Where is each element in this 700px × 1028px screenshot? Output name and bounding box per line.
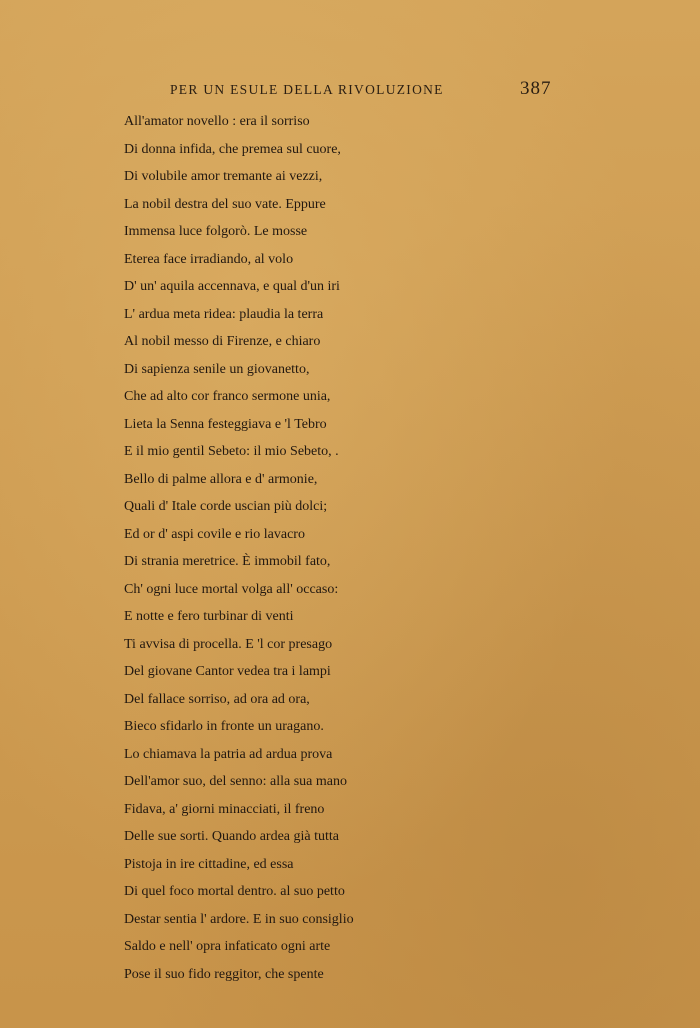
verse-line: Dell'amor suo, del senno: alla sua mano — [124, 774, 347, 789]
verse-line: Eterea face irradiando, al volo — [124, 251, 294, 267]
page-header — [0, 78, 700, 106]
verse-line: Di volubile amor tremante ai vezzi, — [124, 169, 323, 184]
verse-line: All'amator novello : era il sorriso — [124, 114, 310, 129]
verse-line: Pistoja in ire cittadine, ed essa — [124, 856, 294, 872]
verse-line: Bieco sfidarlo in fronte un uragano. — [124, 719, 324, 734]
verse-line: Ch' ogni luce mortal volga all' occaso: — [124, 581, 339, 597]
verse-line: Di sapienza senile un giovanetto, — [124, 361, 310, 377]
verse-line: Che ad alto cor franco sermone unia, — [124, 389, 331, 404]
verse-line: Ed or d' aspi covile e rio lavacro — [124, 526, 305, 542]
verse-line: E notte e fero turbinar di venti — [124, 609, 294, 624]
verse-line: Del giovane Cantor vedea tra i lampi — [124, 664, 331, 679]
verse-line: Al nobil messo di Firenze, e chiaro — [124, 334, 321, 349]
verse-line: Del fallace sorriso, ad ora ad ora, — [124, 691, 310, 707]
poem-text — [0, 108, 700, 988]
verse-line: Delle sue sorti. Quando ardea già tutta — [124, 829, 339, 844]
verse-line: Ti avvisa di procella. E 'l cor presago — [124, 636, 333, 652]
verse-line: La nobil destra del suo vate. Eppure — [124, 196, 326, 212]
running-head: PER UN ESULE DELLA RIVOLUZIONE — [170, 82, 444, 97]
verse-line: L' ardua meta ridea: plaudia la terra — [124, 306, 324, 322]
verse-line: Fidava, a' giorni minacciati, il freno — [124, 801, 325, 817]
verse-line: Pose il suo fido reggitor, che spente — [124, 966, 324, 982]
verse-line: Destar sentia l' ardore. E in suo consiglio — [124, 911, 354, 927]
verse-line: Di strania meretrice. È immobil fato, — [124, 554, 331, 569]
page-number: 387 — [520, 78, 552, 99]
verse-line: Quali d' Itale corde uscian più dolci; — [124, 499, 328, 514]
verse-line: E il mio gentil Sebeto: il mio Sebeto, . — [124, 444, 339, 459]
verse-line: Lieta la Senna festeggiava e 'l Tebro — [124, 416, 327, 432]
verse-line: Di donna infida, che premea sul cuore, — [124, 141, 341, 157]
verse-line: Immensa luce folgorò. Le mosse — [124, 224, 308, 239]
verse-line: D' un' aquila accennava, e qual d'un iri — [124, 279, 340, 294]
verse-line: Bello di palme allora e d' armonie, — [124, 471, 318, 487]
verse-line: Lo chiamava la patria ad ardua prova — [124, 746, 333, 762]
verse-line: Saldo e nell' opra infaticato ogni arte — [124, 939, 331, 954]
verse-line: Di quel foco mortal dentro. al suo petto — [124, 884, 345, 899]
